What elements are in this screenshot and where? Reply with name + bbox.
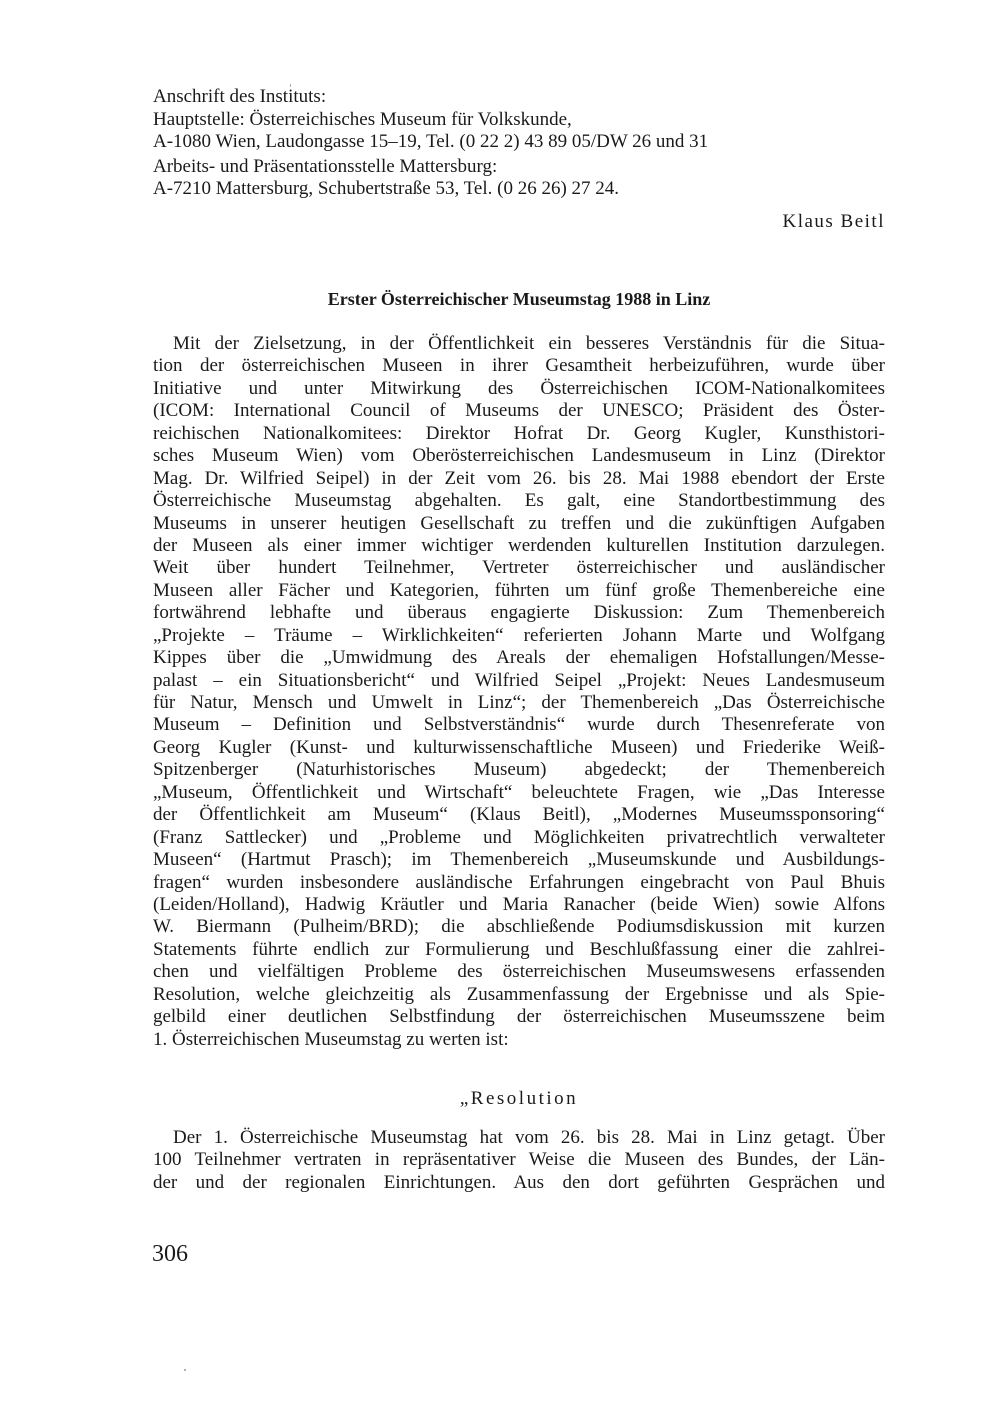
text-line: der und der regionalen Einrichtungen. Aus den dort geführten Gesprächen und [153, 1171, 885, 1193]
author-signature: Klaus Beitl [782, 211, 885, 232]
page-number: 306 [152, 1241, 188, 1267]
text-line: Museen“ (Hartmut Prasch); im Themenbereich „Museumskunde und Ausbildungs- [153, 849, 885, 871]
text-line: Kippes über die „Umwidmung des Areals der ehemaligen Hofstallungen/Messe- [153, 647, 885, 669]
address-line: Arbeits- und Präsentationsstelle Mattersburg: [153, 155, 498, 177]
text-line: reichischen Nationalkomitees: Direktor Hofrat Dr. Georg Kugler, Kunsthistori- [153, 422, 885, 444]
text-line: Museum – Definition und Selbstverständnis“ wurde durch Thesenreferate von [153, 714, 885, 736]
text-line: Georg Kugler (Kunst- und kulturwissenschaftliche Museen) und Friederike Weiß- [153, 736, 885, 758]
text-line: tion der österreichischen Museen in ihrer Gesamtheit herbeizuführen, wurde über [153, 355, 885, 377]
text-line: (ICOM: International Council of Museums der UNESCO; Präsident des Öster- [153, 400, 885, 422]
text-line: Der 1. Österreichische Museumstag hat vom 26. bis 28. Mai in Linz getagt. Über [173, 1127, 885, 1148]
text-line: Österreichische Museumstag abgehalten. Es galt, eine Standortbestimmung des [153, 490, 885, 512]
text-line: Resolution, welche gleichzeitig als Zusammenfassung der Ergebnisse und als Spie- [153, 983, 885, 1005]
text-line: palast – ein Situationsbericht“ und Wilfried Seipel „Projekt: Neues Landesmuseum [153, 669, 885, 691]
text-line: gelbild einer deutlichen Selbstfindung der österreichischen Museumsszene beim [153, 1006, 885, 1028]
address-line: A-7210 Mattersburg, Schubertstraße 53, Tel. (0 26 26) 27 24. [153, 178, 620, 199]
text-line: 100 Teilnehmer vertraten in repräsentativer Weise die Museen des Bundes, der Län- [153, 1149, 885, 1171]
text-line: fortwährend lebhafte und überaus engagierte Diskussion: Zum Themenbereich [153, 602, 885, 624]
text-line: Museums in unserer heutigen Gesellschaft zu treffen und die zukünftigen Aufgaben [153, 512, 885, 534]
text-line: Mag. Dr. Wilfried Seipel) in der Zeit vom 26. bis 28. Mai 1988 ebendort der Erste [153, 467, 885, 489]
text-line: Mit der Zielsetzung, in der Öffentlichkeit ein besseres Verständnis für die Situa- [173, 333, 885, 354]
text-line: chen und vielfältigen Probleme des österreichischen Museumswesens erfassenden [153, 961, 885, 983]
address-line: A-1080 Wien, Laudongasse 15–19, Tel. (0 22 2) 43 89 05/DW 26 und 31 [153, 131, 709, 152]
text-line: für Natur, Mensch und Umwelt in Linz“; der Themenbereich „Das Österreichische [153, 692, 885, 713]
text-line: Initiative und unter Mitwirkung des Österreichischen ICOM-Nationalkomitees [153, 377, 885, 399]
text-line: (Franz Sattlecker) und „Probleme und Möglichkeiten privatrechtlich verwalteter [153, 826, 885, 848]
resolution-heading: „Resolution [459, 1088, 579, 1109]
resolution-body [153, 1127, 885, 1194]
article-title: Erster Österreichischer Museumstag 1988 in Linz [327, 289, 711, 309]
text-line: Statements führte endlich zur Formulierung und Beschlußfassung einer die zahlrei- [153, 938, 885, 960]
text-line: sches Museum Wien) vom Oberösterreichischen Landesmuseum in Linz (Direktor [153, 445, 885, 467]
text-line: Weit über hundert Teilnehmer, Vertreter österreichischer und ausländischer [153, 557, 885, 579]
text-line: Spitzenberger (Naturhistorisches Museum) abgedeckt; der Themenbereich [153, 759, 885, 781]
text-line: 1. Österreichischen Museumstag zu werten ist: [153, 1028, 509, 1050]
text-line: W. Biermann (Pulheim/BRD); die abschließende Podiumsdiskussion mit kurzen [153, 916, 885, 938]
article-body [153, 333, 885, 1051]
address-line: Hauptstelle: Österreichisches Museum für Volkskunde, [153, 108, 572, 130]
text-line: der Museen als einer immer wichtiger werdenden kulturellen Institution darzulegen. [153, 534, 885, 556]
text-line: fragen“ wurden insbesondere ausländische Erfahrungen eingebracht von Paul Bhuis [153, 871, 885, 893]
text-line: der Öffentlichkeit am Museum“ (Klaus Beitl), „Modernes Museumssponsoring“ [153, 804, 885, 826]
address-line: Anschrift des Instituts: [153, 86, 327, 107]
text-line: „Museum, Öffentlichkeit und Wirtschaft“ beleuchtete Fragen, wie „Das Interesse [153, 781, 885, 803]
institute-address [153, 86, 885, 201]
text-line: „Projekte – Träume – Wirklichkeiten“ referierten Johann Marte und Wolfgang [153, 624, 885, 646]
text-line: Museen aller Fächer und Kategorien, führten um fünf große Themenbereiche eine [153, 579, 885, 601]
scan-artifact [184, 1369, 186, 1371]
text-line: (Leiden/Holland), Hadwig Kräutler und Maria Ranacher (beide Wien) sowie Alfons [153, 893, 885, 915]
